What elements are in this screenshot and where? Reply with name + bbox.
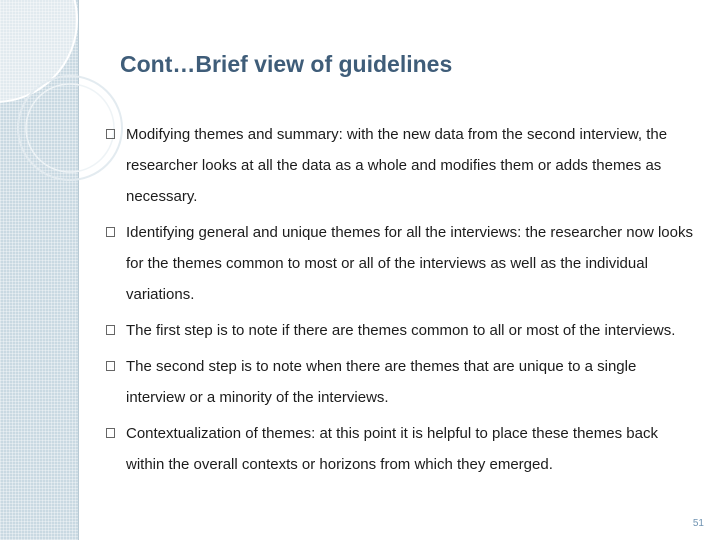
- bullet-item: [106, 217, 696, 310]
- bullet-box-icon: [106, 361, 115, 371]
- bullet-box-icon: [106, 227, 115, 237]
- bullet-box-icon: [106, 325, 115, 335]
- bullet-item: [106, 315, 696, 346]
- bullet-text: Modifying themes and summary: with the new data from the second interview, the researcher looks at all the data as a whole and modifies them or adds themes as necessary.: [126, 126, 668, 205]
- bullet-item: [106, 351, 696, 413]
- bullet-text: Contextualization of themes: at this point it is helpful to place these themes back within the overall contexts or horizons from which they emerged.: [126, 425, 658, 473]
- bullet-item: [106, 418, 696, 480]
- bullet-list: [106, 119, 696, 485]
- bullet-box-icon: [106, 129, 115, 139]
- bullet-text: The second step is to note when there are themes that are unique to a single interview or a minority of the interviews.: [126, 358, 637, 406]
- page-number: 51: [692, 518, 704, 529]
- bullet-item: [106, 119, 696, 212]
- slide-title: Cont…Brief view of guidelines: [120, 51, 453, 77]
- bullet-text: The first step is to note if there are themes common to all or most of the interviews.: [126, 322, 676, 339]
- bullet-text: Identifying general and unique themes for all the interviews: the researcher now looks for the themes common to most or all of the interviews as well as the individual variations.: [126, 224, 693, 303]
- bullet-box-icon: [106, 428, 115, 438]
